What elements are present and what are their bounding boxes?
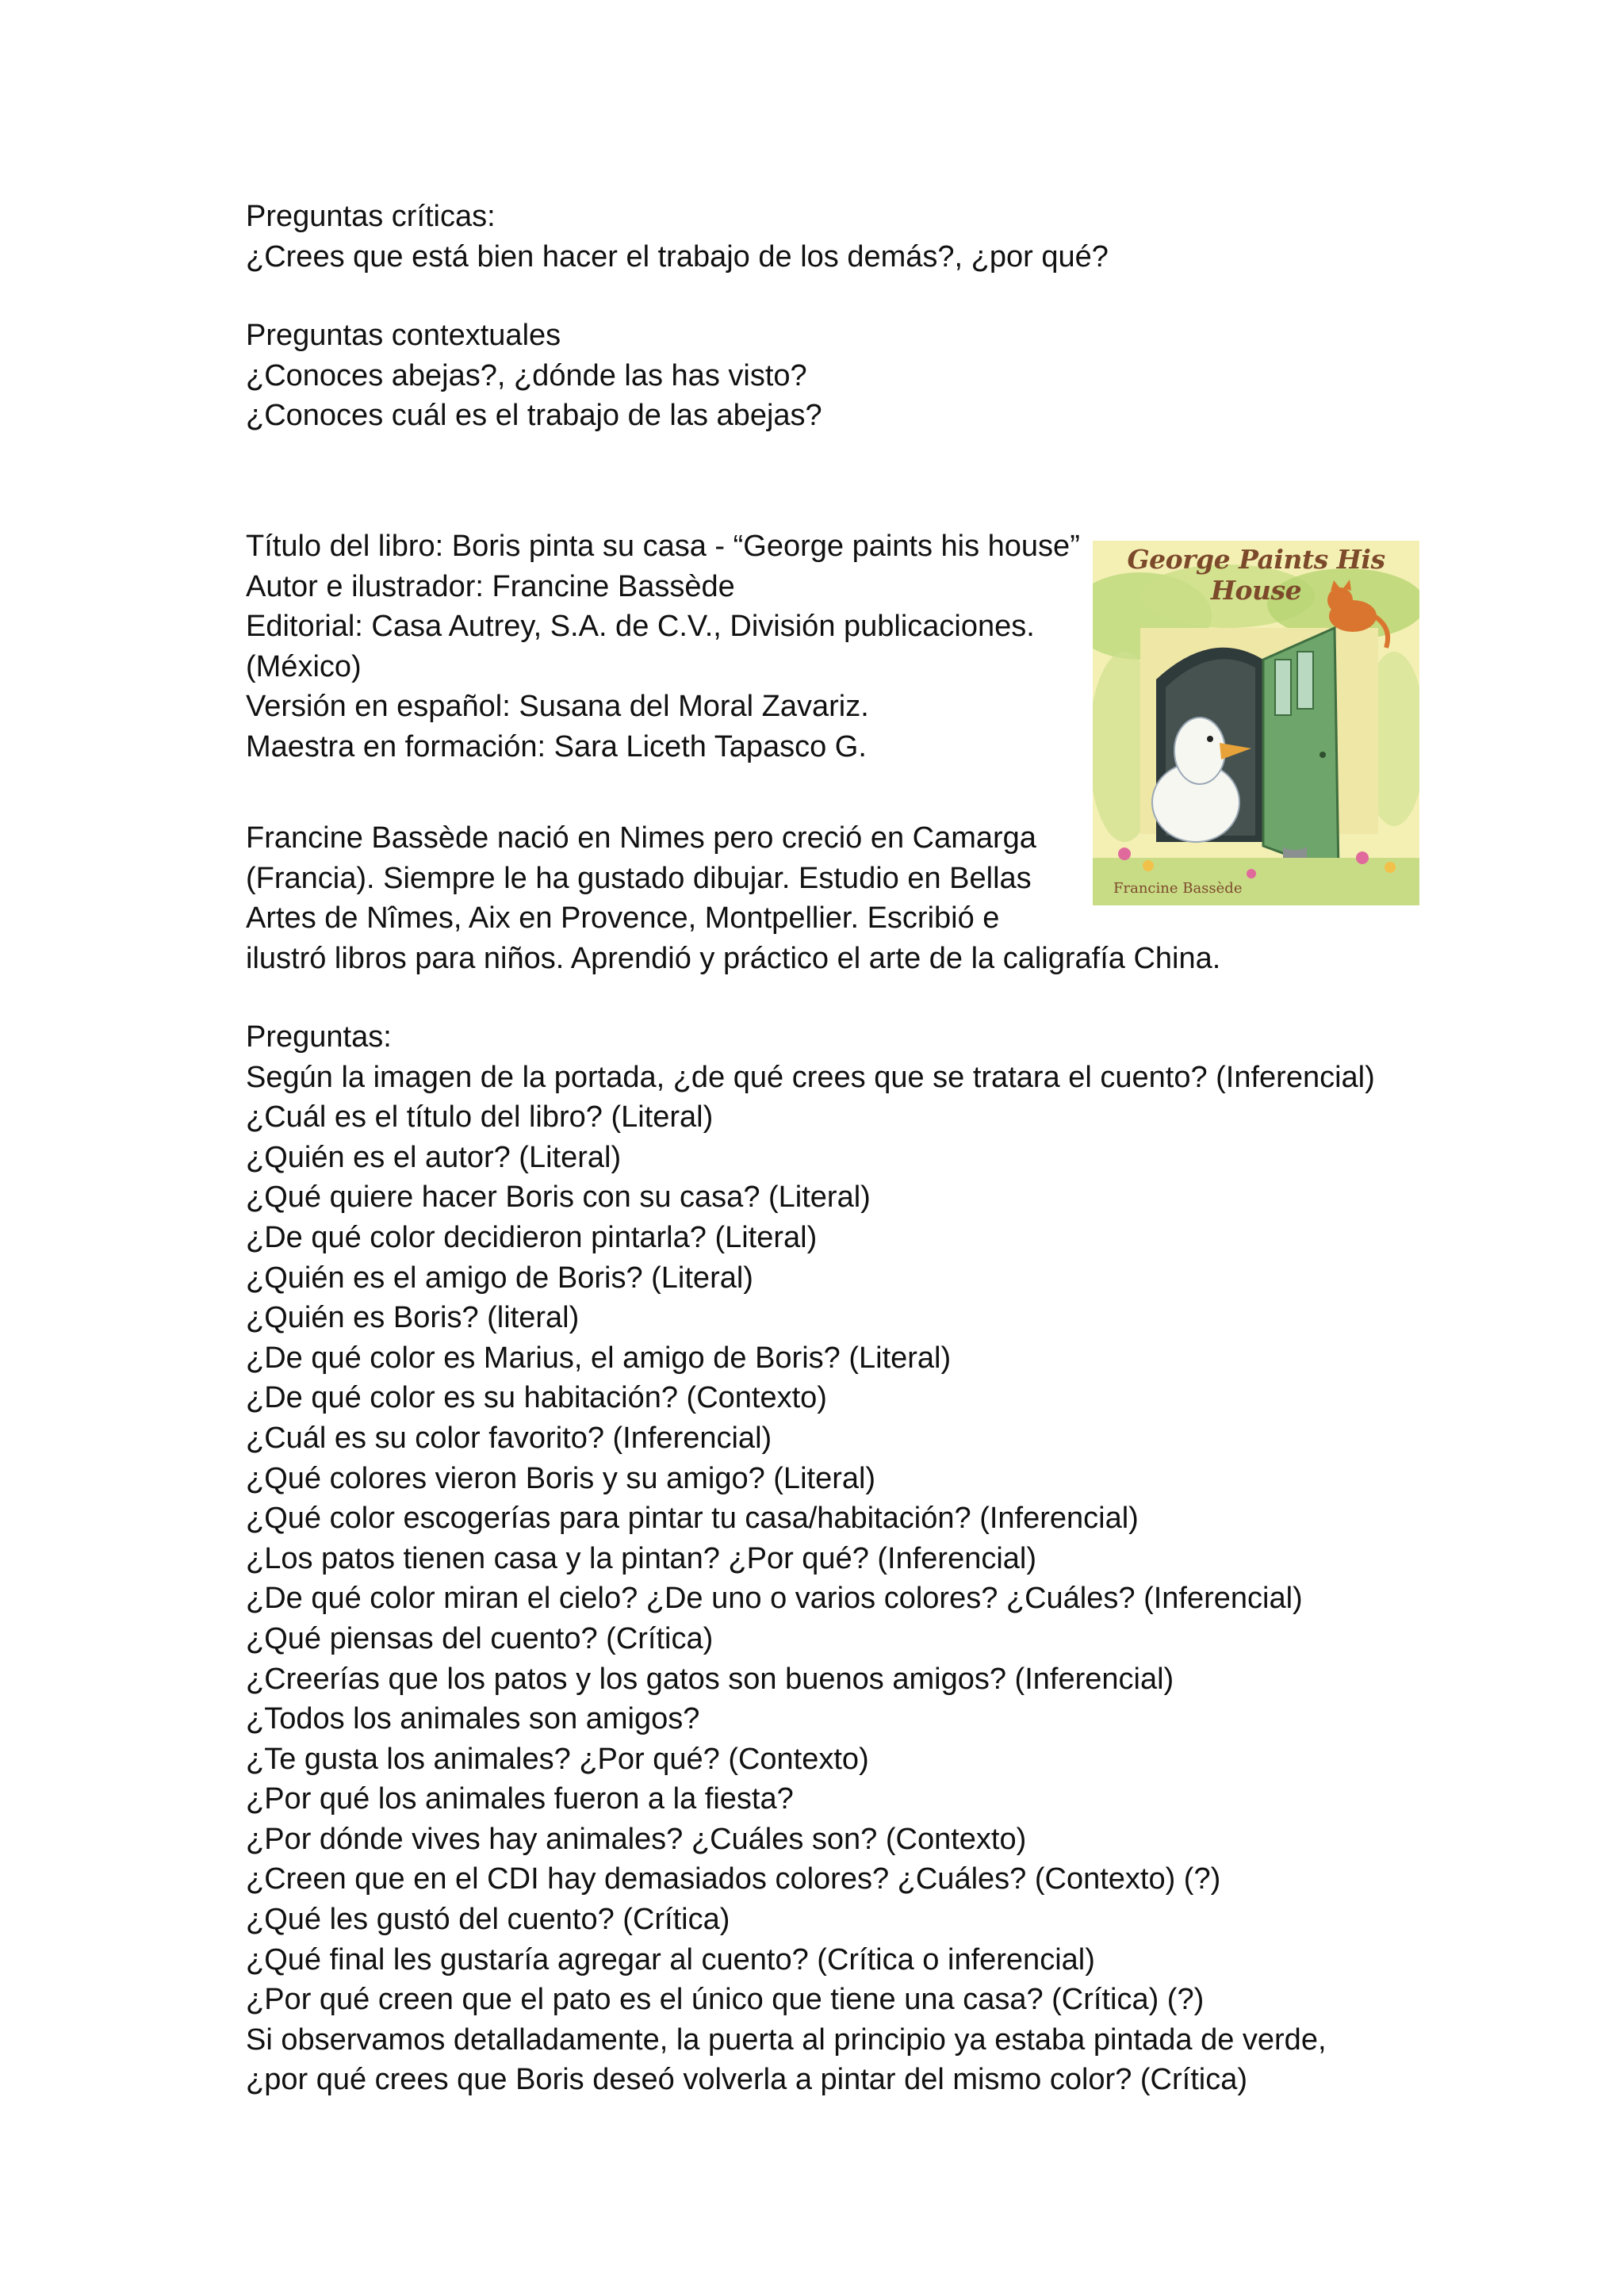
question-line: ¿Te gusta los animales? ¿Por qué? (Contexto) — [246, 1742, 869, 1776]
bio-line: ilustró libros para niños. Aprendió y práctico el arte de la caligrafía China. — [246, 941, 1221, 975]
question-line: ¿De qué color miran el cielo? ¿De uno o varios colores? ¿Cuáles? (Inferencial) — [246, 1582, 1303, 1616]
book-author-line: Autor e ilustrador: Francine Bassède — [246, 569, 735, 603]
contextual-question-line: ¿Conoces cuál es el trabajo de las abejas? — [246, 399, 822, 433]
question-line: ¿Qué quiere hacer Boris con su casa? (Literal) — [246, 1181, 871, 1215]
question-line: ¿Quién es el amigo de Boris? (Literal) — [246, 1261, 753, 1295]
book-title-line: Título del libro: Boris pinta su casa - “George paints his house” — [246, 530, 1080, 563]
bio-line: Francine Bassède nació en Nimes pero creció en Camarga — [246, 821, 1036, 855]
question-line: ¿Por qué creen que el pato es el único que tiene una casa? (Crítica) (?) — [246, 1983, 1205, 2017]
questions-heading: Preguntas: — [246, 1020, 392, 1054]
question-line: ¿Los patos tienen casa y la pintan? ¿Por qué? (Inferencial) — [246, 1541, 1037, 1575]
book-translator-line: Versión en español: Susana del Moral Zavariz. — [246, 690, 869, 724]
question-line: ¿De qué color es su habitación? (Contexto) — [246, 1381, 827, 1415]
question-line: ¿Todos los animales son amigos? — [246, 1702, 700, 1736]
question-line: ¿Cuál es el título del libro? (Literal) — [246, 1100, 714, 1135]
book-teacher-line: Maestra en formación: Sara Liceth Tapasco G. — [246, 729, 867, 763]
cover-title: George Paints His House — [1127, 544, 1385, 606]
question-line: ¿De qué color decidieron pintarla? (Literal) — [246, 1220, 818, 1254]
question-line: ¿Por dónde vives hay animales? ¿Cuáles son? (Contexto) — [246, 1822, 1027, 1856]
question-line: ¿De qué color es Marius, el amigo de Boris? (Literal) — [246, 1341, 952, 1375]
question-line: Si observamos detalladamente, la puerta al principio ya estaba pintada de verde, — [246, 2022, 1327, 2057]
questions-section — [246, 1017, 1375, 2100]
book-publisher-line: Editorial: Casa Autrey, S.A. de C.V., División publicaciones. — [246, 610, 1035, 644]
question-line: ¿Qué colores vieron Boris y su amigo? (Literal) — [246, 1461, 876, 1495]
bio-line: (Francia). Siempre le ha gustado dibujar. Estudio en Bellas — [246, 861, 1032, 895]
question-line: ¿Por qué los animales fueron a la fiesta? — [246, 1782, 794, 1816]
critical-question-line: ¿Crees que está bien hacer el trabajo de los demás?, ¿por qué? — [246, 239, 1109, 274]
question-line: ¿Quién es el autor? (Literal) — [246, 1140, 622, 1174]
bio-line: Artes de Nîmes, Aix en Provence, Montpellier. Escribió e — [246, 901, 1000, 936]
book-cover-image — [1093, 541, 1419, 905]
contextual-questions-heading: Preguntas contextuales — [246, 319, 561, 352]
question-line: ¿Cuál es su color favorito? (Inferencial) — [246, 1421, 772, 1455]
book-country-line: (México) — [246, 649, 362, 683]
question-line: Según la imagen de la portada, ¿de qué crees que se tratara el cuento? (Inferencial) — [246, 1060, 1375, 1094]
question-line: ¿Qué final les gustaría agregar al cuento? (Crítica o inferencial) — [246, 1942, 1095, 1976]
critical-questions-heading: Preguntas críticas: — [246, 200, 496, 233]
cover-author: Francine Bassède — [1113, 880, 1243, 897]
question-line: ¿Quién es Boris? (literal) — [246, 1301, 580, 1335]
contextual-question-line: ¿Conoces abejas?, ¿dónde las has visto? — [246, 358, 807, 392]
question-line: ¿Qué color escogerías para pintar tu casa/habitación? (Inferencial) — [246, 1502, 1139, 1536]
question-line: ¿por qué crees que Boris deseó volverla a pintar del mismo color? (Crítica) — [246, 2063, 1247, 2097]
question-line: ¿Qué piensas del cuento? (Crítica) — [246, 1621, 714, 1655]
question-line: ¿Qué les gustó del cuento? (Crítica) — [246, 1903, 730, 1937]
contextual-questions-section — [246, 316, 822, 436]
critical-questions-section — [246, 197, 1109, 277]
question-line: ¿Creen que en el CDI hay demasiados colores? ¿Cuáles? (Contexto) (?) — [246, 1862, 1221, 1896]
question-line: ¿Creerías que los patos y los gatos son buenos amigos? (Inferencial) — [246, 1662, 1174, 1696]
author-bio-section — [246, 818, 1220, 978]
book-info-section — [246, 526, 1080, 767]
